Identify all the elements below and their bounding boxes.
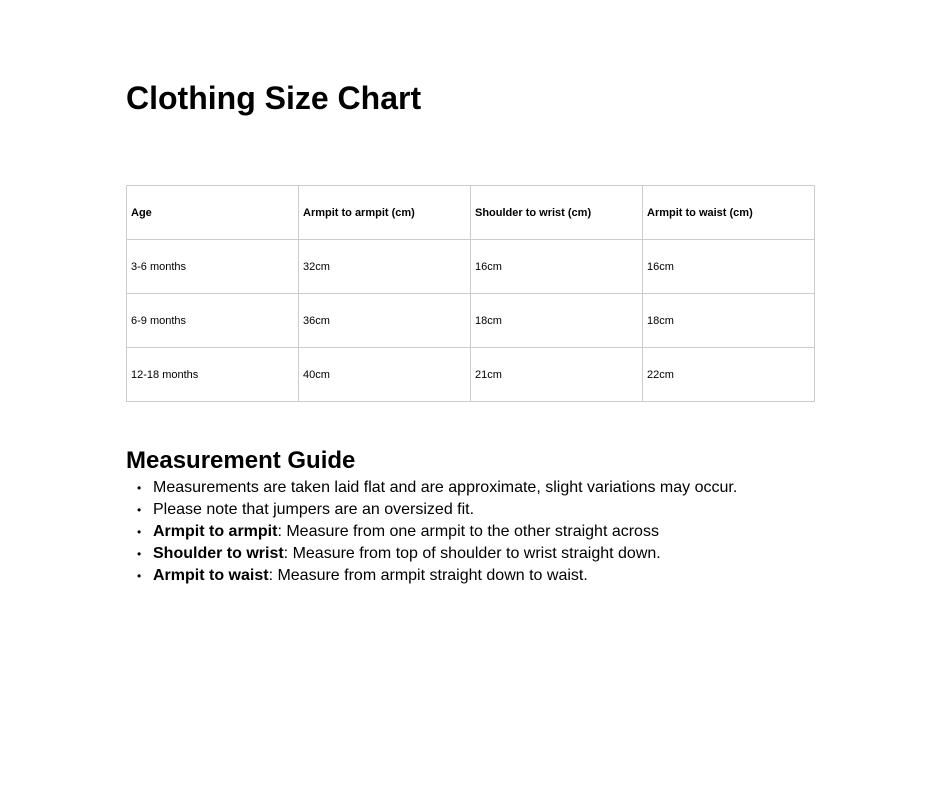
list-item-text: : Measure from one armpit to the other straight across [277,523,659,540]
list-item [137,543,815,565]
list-item-bold: Shoulder to wrist [153,545,284,562]
list-item-text: Please note that jumpers are an oversized fit. [153,501,475,518]
list-item-bold: Armpit to waist [153,567,269,584]
table-row [127,240,815,294]
list-item [137,521,815,543]
bullet-icon: • [137,503,142,517]
table-header-row [127,186,815,240]
page-title: Clothing Size Chart [126,80,422,116]
measurement-guide-list [126,477,815,587]
table-cell: 16cm [471,240,643,294]
list-item [137,565,815,587]
table-cell: 18cm [643,294,815,348]
table-cell: 16cm [643,240,815,294]
bullet-icon: • [137,547,142,561]
list-item [137,477,815,499]
table-row [127,294,815,348]
list-item-text: Measurements are taken laid flat and are approximate, slight variations may occur. [153,479,738,496]
column-header-age: Age [127,186,299,240]
list-item-bold: Armpit to armpit [153,523,278,540]
bullet-icon: • [137,569,142,583]
table-cell: 40cm [299,348,471,402]
table-cell: 21cm [471,348,643,402]
measurement-guide-heading: Measurement Guide [126,447,356,474]
table-cell: 18cm [471,294,643,348]
column-header-armpit-to-waist: Armpit to waist (cm) [643,186,815,240]
list-item [137,499,815,521]
table-cell: 12-18 months [127,348,299,402]
list-item-text: : Measure from top of shoulder to wrist straight down. [283,545,661,562]
table-cell: 32cm [299,240,471,294]
size-chart-table [126,185,815,402]
table-cell: 22cm [643,348,815,402]
table-cell: 6-9 months [127,294,299,348]
table-cell: 36cm [299,294,471,348]
column-header-armpit-to-armpit: Armpit to armpit (cm) [299,186,471,240]
table-row [127,348,815,402]
column-header-shoulder-to-wrist: Shoulder to wrist (cm) [471,186,643,240]
list-item-text: : Measure from armpit straight down to waist. [268,567,588,584]
table-cell: 3-6 months [127,240,299,294]
bullet-icon: • [137,481,142,495]
bullet-icon: • [137,525,142,539]
